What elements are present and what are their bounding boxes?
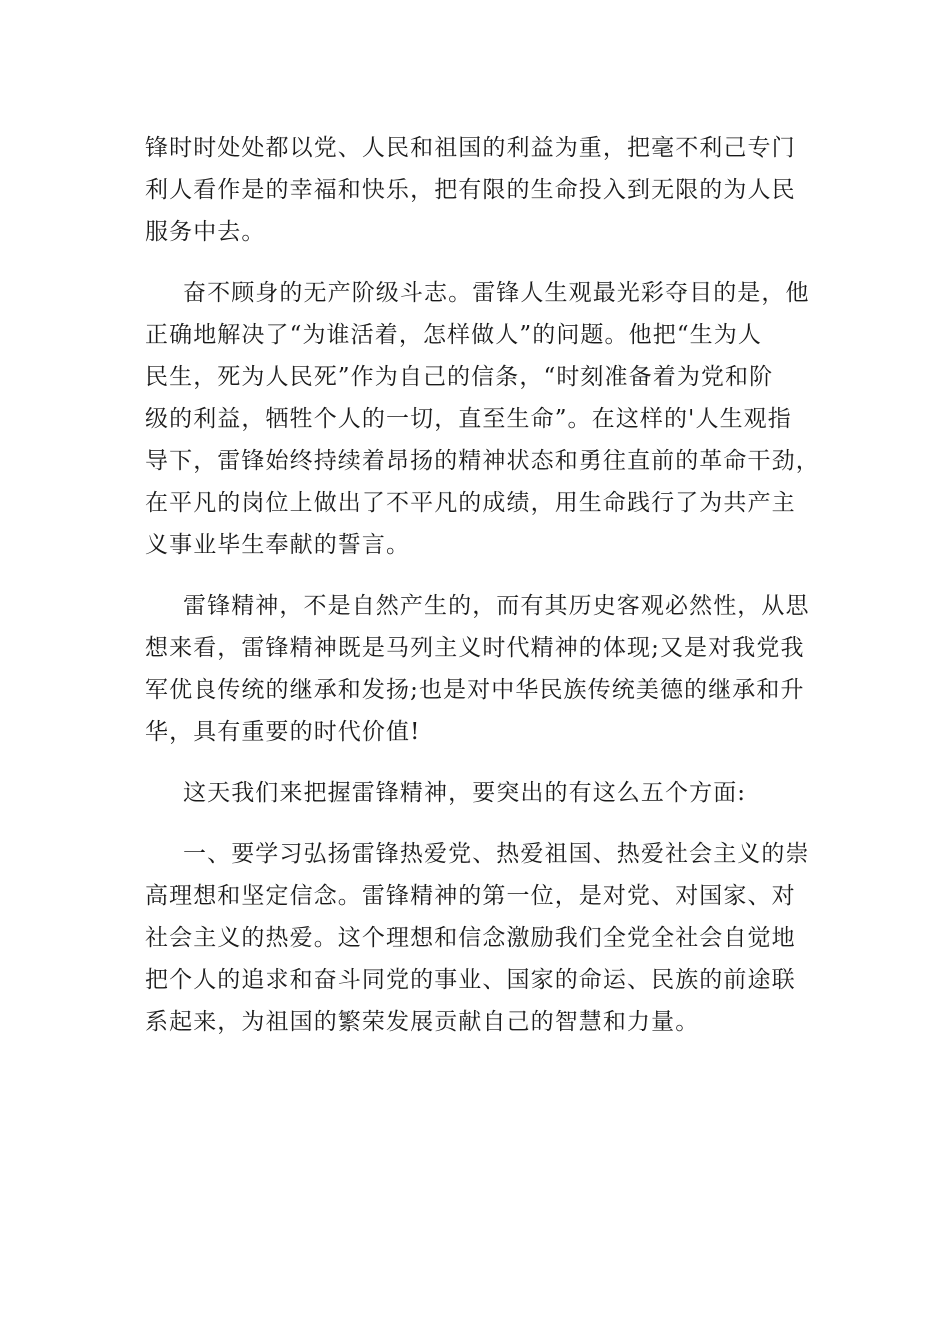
text-line: 华，具有重要的时代价值!	[145, 719, 421, 745]
text-line: 义事业毕生奉献的誓言。	[145, 532, 411, 558]
paragraph-gap	[145, 814, 810, 833]
text-line: 在平凡的岗位上做出了不平凡的成绩，用生命践行了为共产主	[145, 490, 796, 516]
text-line: 系起来，为祖国的繁荣发展贡献自己的智慧和力量。	[145, 1009, 700, 1035]
paragraph	[145, 833, 810, 1043]
paragraph-gap	[145, 753, 810, 772]
text-line: 想来看，雷锋精神既是马列主义时代精神的体现;又是对我党我	[145, 635, 805, 661]
text-line: 奋不顾身的无产阶级斗志。雷锋人生观最光彩夺目的是，他	[183, 280, 810, 306]
text-line: 社会主义的热爱。这个理想和信念激励我们全党全社会自觉地	[145, 925, 796, 951]
text-line: 正确地解决了“为谁活着，怎样做人”的问题。他把“生为人	[145, 322, 762, 348]
paragraph-gap	[145, 253, 810, 272]
text-line: 把个人的追求和奋斗同党的事业、国家的命运、民族的前途联	[145, 967, 796, 993]
text-line: 利人看作是的幸福和快乐，把有限的生命投入到无限的为人民	[145, 177, 796, 203]
text-line: 锋时时处处都以党、人民和祖国的利益为重，把毫不利己专门	[145, 135, 796, 161]
text-line: 服务中去。	[145, 219, 266, 245]
text-line: 军优良传统的继承和发扬;也是对中华民族传统美德的继承和升	[145, 677, 805, 703]
text-line: 导下，雷锋始终持续着昂扬的精神状态和勇往直前的革命干劲，	[145, 448, 820, 474]
paragraph	[145, 272, 820, 566]
paragraph	[145, 127, 810, 253]
text-line: 一、要学习弘扬雷锋热爱党、热爱祖国、热爱社会主义的崇	[183, 841, 810, 867]
text-line: 这天我们来把握雷锋精神，要突出的有这么五个方面:	[183, 780, 747, 806]
text-line: 高理想和坚定信念。雷锋精神的第一位，是对党、对国家、对	[145, 883, 796, 909]
text-line: 雷锋精神，不是自然产生的，而有其历史客观必然性，从思	[183, 593, 810, 619]
paragraph	[145, 585, 810, 753]
paragraph-gap	[145, 566, 810, 585]
document-body	[145, 127, 820, 1043]
text-line: 民生，死为人民死”作为自己的信条，“时刻准备着为党和阶	[145, 364, 774, 390]
paragraph	[145, 772, 810, 814]
text-line: 级的利益，牺牲个人的一切，直至生命”。在这样的'人生观指	[145, 406, 792, 432]
